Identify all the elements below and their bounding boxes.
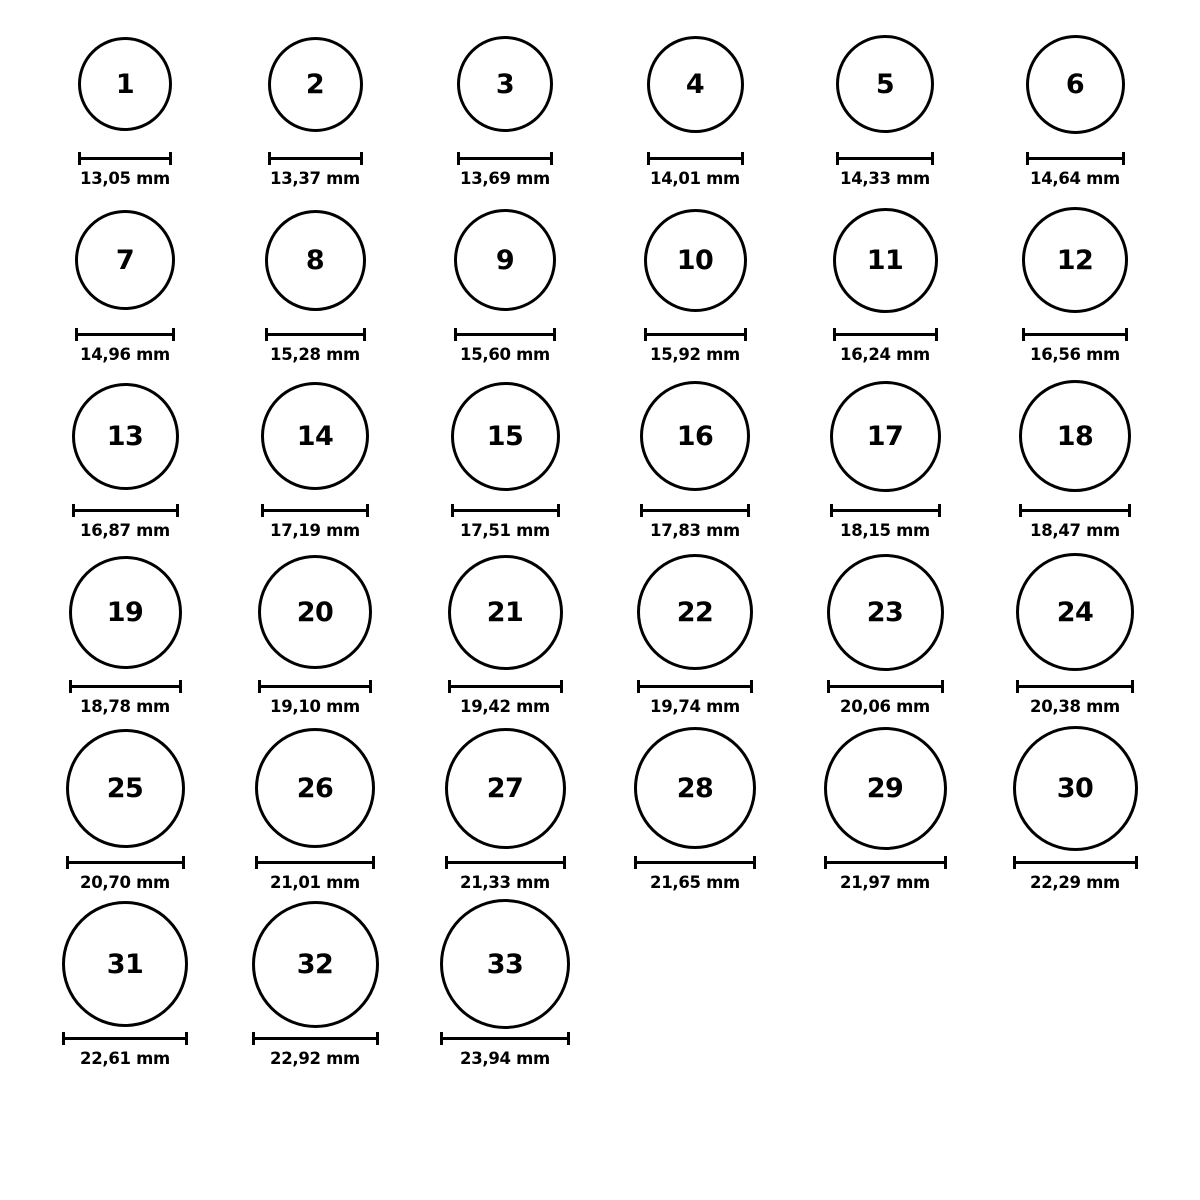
ring-size-number: 4 <box>685 68 705 100</box>
measurement-bar-line <box>1016 685 1134 688</box>
ring-circle <box>830 381 941 492</box>
ring-size-number: 26 <box>296 772 334 804</box>
measurement-bar-cap-left <box>457 152 460 165</box>
measurement-bar-line <box>440 1037 570 1040</box>
ring-size-number: 20 <box>296 596 334 628</box>
ring-circle-wrap <box>265 194 366 326</box>
ring-size-item <box>790 18 980 194</box>
ring-size-number: 22 <box>676 596 714 628</box>
measurement-bar-cap-right <box>360 152 363 165</box>
measurement-bar-line <box>833 333 938 336</box>
ring-size-number: 25 <box>106 772 144 804</box>
ring-circle <box>62 901 188 1027</box>
ring-diameter-label: 21,33 mm <box>460 873 550 892</box>
measurement-bar <box>454 328 556 340</box>
measurement-bar-cap-left <box>75 328 78 341</box>
measurement-bar-line <box>261 509 369 512</box>
ring-diameter-label: 20,38 mm <box>1030 697 1120 716</box>
measurement-bar <box>448 680 563 692</box>
ring-size-item <box>980 18 1170 194</box>
ring-diameter-label: 13,37 mm <box>270 169 360 188</box>
measurement-bar <box>644 328 747 340</box>
measurement-bar-cap-right <box>753 856 756 869</box>
measurement-bar-line <box>830 509 941 512</box>
measurement-bar-cap-right <box>567 1032 570 1045</box>
measurement-bar-cap-right <box>363 328 366 341</box>
measurement-bar-line <box>66 861 185 864</box>
measurement-bar-cap-left <box>454 328 457 341</box>
ring-circle-wrap <box>637 546 753 678</box>
ring-size-item <box>220 370 410 546</box>
ring-diameter-label: 14,01 mm <box>650 169 740 188</box>
ring-size-number: 15 <box>486 420 524 452</box>
measurement-bar <box>69 680 182 692</box>
measurement-bar-cap-right <box>182 856 185 869</box>
ring-size-item <box>30 194 220 370</box>
measurement-bar-cap-left <box>78 152 81 165</box>
measurement-bar-cap-right <box>376 1032 379 1045</box>
measurement-bar <box>255 856 375 868</box>
measurement-bar-cap-left <box>252 1032 255 1045</box>
ring-diameter-label: 19,74 mm <box>650 697 740 716</box>
ring-circle <box>1016 553 1134 671</box>
measurement-bar-cap-left <box>1022 328 1025 341</box>
measurement-bar-line <box>451 509 560 512</box>
measurement-bar-cap-left <box>255 856 258 869</box>
ring-size-item <box>410 194 600 370</box>
ring-diameter-label: 21,65 mm <box>650 873 740 892</box>
measurement-bar-line <box>1026 157 1125 160</box>
ring-size-number: 16 <box>676 420 714 452</box>
measurement-bar-line <box>647 157 744 160</box>
ring-circle-wrap <box>454 194 556 326</box>
measurement-bar-line <box>75 333 175 336</box>
ring-size-item <box>790 194 980 370</box>
measurement-bar-line <box>1019 509 1131 512</box>
ring-size-grid <box>0 18 1200 1074</box>
measurement-bar-cap-right <box>560 680 563 693</box>
ring-size-item <box>220 546 410 722</box>
measurement-bar <box>634 856 756 868</box>
ring-size-item <box>980 546 1170 722</box>
ring-size-item <box>220 18 410 194</box>
measurement-bar-cap-right <box>747 504 750 517</box>
ring-circle <box>640 381 750 491</box>
ring-circle <box>457 36 553 132</box>
ring-diameter-label: 18,47 mm <box>1030 521 1120 540</box>
measurement-bar-cap-left <box>268 152 271 165</box>
ring-circle-wrap <box>1016 546 1134 678</box>
ring-size-number: 21 <box>486 596 524 628</box>
measurement-bar-cap-left <box>1013 856 1016 869</box>
measurement-bar-cap-left <box>634 856 637 869</box>
measurement-bar-cap-left <box>836 152 839 165</box>
measurement-bar-cap-right <box>935 328 938 341</box>
ring-circle <box>1013 726 1138 851</box>
ring-size-item <box>600 546 790 722</box>
ring-size-item <box>410 546 600 722</box>
ring-circle <box>451 382 560 491</box>
ring-size-item <box>980 722 1170 898</box>
ring-circle-wrap <box>1022 194 1128 326</box>
ring-circle-wrap <box>268 18 363 150</box>
measurement-bar-line <box>644 333 747 336</box>
ring-circle-wrap <box>440 898 570 1030</box>
measurement-bar-cap-left <box>647 152 650 165</box>
ring-circle <box>445 728 566 849</box>
measurement-bar-cap-right <box>176 504 179 517</box>
ring-diameter-label: 17,51 mm <box>460 521 550 540</box>
ring-circle <box>827 554 944 671</box>
measurement-bar-line <box>454 333 556 336</box>
ring-diameter-label: 23,94 mm <box>460 1049 550 1068</box>
measurement-bar-cap-left <box>824 856 827 869</box>
measurement-bar <box>1026 152 1125 164</box>
measurement-bar-cap-right <box>372 856 375 869</box>
ring-size-item <box>790 722 980 898</box>
measurement-bar <box>261 504 369 516</box>
ring-diameter-label: 19,10 mm <box>270 697 360 716</box>
measurement-bar-line <box>265 333 366 336</box>
ring-circle-wrap <box>827 546 944 678</box>
ring-circle <box>440 899 570 1029</box>
ring-size-item <box>30 722 220 898</box>
measurement-bar-cap-right <box>169 152 172 165</box>
ring-circle-wrap <box>833 194 938 326</box>
ring-circle <box>265 210 366 311</box>
measurement-bar <box>440 1032 570 1044</box>
ring-circle-wrap <box>451 370 560 502</box>
ring-size-number: 18 <box>1056 420 1094 452</box>
ring-diameter-label: 17,19 mm <box>270 521 360 540</box>
ring-size-number: 17 <box>866 420 904 452</box>
ring-circle-wrap <box>255 722 375 854</box>
ring-circle <box>1022 207 1128 313</box>
ring-circle <box>252 901 379 1028</box>
ring-circle-wrap <box>1013 722 1138 854</box>
measurement-bar-cap-right <box>563 856 566 869</box>
measurement-bar-cap-left <box>830 504 833 517</box>
ring-size-item <box>30 370 220 546</box>
measurement-bar-line <box>252 1037 379 1040</box>
measurement-bar <box>265 328 366 340</box>
measurement-bar-cap-right <box>553 328 556 341</box>
ring-circle <box>1026 35 1125 134</box>
measurement-bar-cap-right <box>944 856 947 869</box>
measurement-bar-cap-right <box>1128 504 1131 517</box>
ring-size-number: 14 <box>296 420 334 452</box>
ring-diameter-label: 16,87 mm <box>80 521 170 540</box>
ring-size-item <box>30 898 220 1074</box>
measurement-bar-cap-left <box>1019 504 1022 517</box>
ring-circle <box>72 383 179 490</box>
measurement-bar-cap-right <box>185 1032 188 1045</box>
ring-circle-wrap <box>252 898 379 1030</box>
measurement-bar-cap-left <box>265 328 268 341</box>
measurement-bar <box>75 328 175 340</box>
measurement-bar-cap-left <box>66 856 69 869</box>
measurement-bar <box>836 152 934 164</box>
ring-size-number: 11 <box>866 244 904 276</box>
ring-circle <box>833 208 938 313</box>
ring-circle <box>261 382 369 490</box>
measurement-bar <box>445 856 566 868</box>
ring-size-number: 2 <box>305 68 325 100</box>
measurement-bar-line <box>634 861 756 864</box>
ring-size-number: 13 <box>106 420 144 452</box>
ring-circle <box>78 37 172 131</box>
measurement-bar-line <box>258 685 372 688</box>
ring-size-number: 33 <box>486 948 524 980</box>
measurement-bar-cap-left <box>644 328 647 341</box>
ring-diameter-label: 21,97 mm <box>840 873 930 892</box>
measurement-bar-line <box>637 685 753 688</box>
measurement-bar-cap-right <box>931 152 934 165</box>
ring-size-number: 29 <box>866 772 904 804</box>
ring-circle-wrap <box>448 546 563 678</box>
measurement-bar-cap-left <box>258 680 261 693</box>
ring-size-number: 5 <box>875 68 895 100</box>
measurement-bar <box>640 504 750 516</box>
measurement-bar-cap-left <box>261 504 264 517</box>
measurement-bar-cap-left <box>62 1032 65 1045</box>
ring-diameter-label: 15,92 mm <box>650 345 740 364</box>
ring-circle <box>1019 380 1131 492</box>
ring-circle <box>647 36 744 133</box>
ring-diameter-label: 19,42 mm <box>460 697 550 716</box>
ring-size-number: 3 <box>495 68 515 100</box>
ring-circle-wrap <box>75 194 175 326</box>
ring-circle-wrap <box>644 194 747 326</box>
measurement-bar-cap-right <box>557 504 560 517</box>
measurement-bar <box>1022 328 1128 340</box>
ring-size-item <box>410 722 600 898</box>
measurement-bar-cap-left <box>440 1032 443 1045</box>
measurement-bar <box>258 680 372 692</box>
measurement-bar-cap-left <box>640 504 643 517</box>
measurement-bar-cap-right <box>1135 856 1138 869</box>
measurement-bar-line <box>1022 333 1128 336</box>
measurement-bar-line <box>255 861 375 864</box>
measurement-bar <box>1016 680 1134 692</box>
ring-size-item <box>980 370 1170 546</box>
measurement-bar <box>72 504 179 516</box>
measurement-bar-cap-right <box>1122 152 1125 165</box>
ring-size-item <box>600 194 790 370</box>
measurement-bar-line <box>62 1037 188 1040</box>
measurement-bar-line <box>445 861 566 864</box>
ring-size-number: 10 <box>676 244 714 276</box>
ring-diameter-label: 14,96 mm <box>80 345 170 364</box>
measurement-bar-cap-left <box>448 680 451 693</box>
measurement-bar-line <box>827 685 944 688</box>
ring-size-item <box>220 898 410 1074</box>
ring-diameter-label: 15,60 mm <box>460 345 550 364</box>
ring-circle <box>454 209 556 311</box>
ring-size-item <box>220 194 410 370</box>
measurement-bar <box>268 152 363 164</box>
measurement-bar-cap-left <box>451 504 454 517</box>
ring-circle-wrap <box>72 370 179 502</box>
ring-diameter-label: 15,28 mm <box>270 345 360 364</box>
measurement-bar <box>647 152 744 164</box>
ring-diameter-label: 18,78 mm <box>80 697 170 716</box>
ring-size-item <box>600 370 790 546</box>
ring-circle <box>836 35 934 133</box>
ring-circle-wrap <box>1026 18 1125 150</box>
ring-size-item <box>980 194 1170 370</box>
ring-size-number: 32 <box>296 948 334 980</box>
ring-diameter-label: 20,70 mm <box>80 873 170 892</box>
measurement-bar-cap-right <box>550 152 553 165</box>
ring-size-item <box>410 898 600 1074</box>
measurement-bar <box>830 504 941 516</box>
measurement-bar-line <box>836 157 934 160</box>
ring-size-number: 6 <box>1065 68 1085 100</box>
measurement-bar-cap-left <box>1016 680 1019 693</box>
ring-size-item <box>600 722 790 898</box>
measurement-bar-line <box>268 157 363 160</box>
measurement-bar-cap-left <box>445 856 448 869</box>
ring-size-item <box>410 18 600 194</box>
measurement-bar-cap-right <box>1131 680 1134 693</box>
ring-circle <box>258 555 372 669</box>
ring-circle <box>268 37 363 132</box>
measurement-bar-cap-left <box>1026 152 1029 165</box>
ring-circle-wrap <box>457 18 553 150</box>
ring-diameter-label: 22,92 mm <box>270 1049 360 1068</box>
measurement-bar <box>827 680 944 692</box>
measurement-bar <box>824 856 947 868</box>
ring-circle-wrap <box>647 18 744 150</box>
ring-diameter-label: 16,56 mm <box>1030 345 1120 364</box>
ring-circle <box>644 209 747 312</box>
ring-size-item <box>410 370 600 546</box>
ring-circle-wrap <box>66 722 185 854</box>
measurement-bar <box>1013 856 1138 868</box>
ring-diameter-label: 22,29 mm <box>1030 873 1120 892</box>
ring-circle <box>75 210 175 310</box>
ring-circle-wrap <box>836 18 934 150</box>
ring-diameter-label: 17,83 mm <box>650 521 740 540</box>
ring-circle-wrap <box>261 370 369 502</box>
ring-size-item <box>30 18 220 194</box>
ring-size-number: 9 <box>495 244 515 276</box>
ring-diameter-label: 22,61 mm <box>80 1049 170 1068</box>
ring-diameter-label: 18,15 mm <box>840 521 930 540</box>
ring-size-number: 23 <box>866 596 904 628</box>
ring-circle <box>448 555 563 670</box>
measurement-bar-cap-right <box>750 680 753 693</box>
ring-diameter-label: 13,69 mm <box>460 169 550 188</box>
measurement-bar-cap-right <box>366 504 369 517</box>
ring-size-number: 12 <box>1056 244 1094 276</box>
ring-size-item <box>790 546 980 722</box>
ring-circle-wrap <box>1019 370 1131 502</box>
measurement-bar-line <box>824 861 947 864</box>
measurement-bar <box>1019 504 1131 516</box>
measurement-bar-cap-right <box>741 152 744 165</box>
ring-size-item <box>220 722 410 898</box>
measurement-bar-cap-left <box>637 680 640 693</box>
ring-diameter-label: 21,01 mm <box>270 873 360 892</box>
measurement-bar-line <box>448 685 563 688</box>
ring-circle-wrap <box>640 370 750 502</box>
ring-circle-wrap <box>69 546 182 678</box>
measurement-bar-cap-right <box>941 680 944 693</box>
measurement-bar <box>66 856 185 868</box>
measurement-bar <box>62 1032 188 1044</box>
measurement-bar-cap-left <box>72 504 75 517</box>
measurement-bar-line <box>69 685 182 688</box>
measurement-bar <box>833 328 938 340</box>
ring-size-number: 24 <box>1056 596 1094 628</box>
ring-size-number: 8 <box>305 244 325 276</box>
measurement-bar-line <box>640 509 750 512</box>
measurement-bar <box>457 152 553 164</box>
measurement-bar-line <box>78 157 172 160</box>
ring-diameter-label: 16,24 mm <box>840 345 930 364</box>
ring-size-number: 31 <box>106 948 144 980</box>
measurement-bar-line <box>1013 861 1138 864</box>
measurement-bar <box>451 504 560 516</box>
measurement-bar <box>637 680 753 692</box>
ring-circle-wrap <box>830 370 941 502</box>
measurement-bar-cap-right <box>179 680 182 693</box>
ring-circle-wrap <box>634 722 756 854</box>
measurement-bar-cap-right <box>744 328 747 341</box>
measurement-bar <box>252 1032 379 1044</box>
ring-circle <box>69 556 182 669</box>
ring-diameter-label: 14,33 mm <box>840 169 930 188</box>
measurement-bar-cap-right <box>1125 328 1128 341</box>
ring-circle-wrap <box>258 546 372 678</box>
ring-diameter-label: 13,05 mm <box>80 169 170 188</box>
measurement-bar-line <box>457 157 553 160</box>
ring-size-item <box>790 370 980 546</box>
measurement-bar-cap-right <box>369 680 372 693</box>
ring-size-number: 1 <box>115 68 135 100</box>
ring-diameter-label: 14,64 mm <box>1030 169 1120 188</box>
ring-size-item <box>600 18 790 194</box>
ring-circle-wrap <box>62 898 188 1030</box>
ring-circle <box>66 729 185 848</box>
measurement-bar-cap-left <box>69 680 72 693</box>
measurement-bar-cap-left <box>833 328 836 341</box>
ring-circle-wrap <box>445 722 566 854</box>
ring-size-number: 7 <box>115 244 135 276</box>
measurement-bar-cap-right <box>938 504 941 517</box>
ring-size-number: 30 <box>1056 772 1094 804</box>
ring-diameter-label: 20,06 mm <box>840 697 930 716</box>
measurement-bar-cap-right <box>172 328 175 341</box>
ring-size-number: 27 <box>486 772 524 804</box>
measurement-bar-line <box>72 509 179 512</box>
measurement-bar <box>78 152 172 164</box>
ring-size-number: 19 <box>106 596 144 628</box>
ring-circle <box>824 727 947 850</box>
ring-size-item <box>30 546 220 722</box>
ring-circle-wrap <box>824 722 947 854</box>
ring-circle-wrap <box>78 18 172 150</box>
ring-circle <box>634 727 756 849</box>
ring-circle <box>637 554 753 670</box>
ring-circle <box>255 728 375 848</box>
measurement-bar-cap-left <box>827 680 830 693</box>
ring-size-number: 28 <box>676 772 714 804</box>
